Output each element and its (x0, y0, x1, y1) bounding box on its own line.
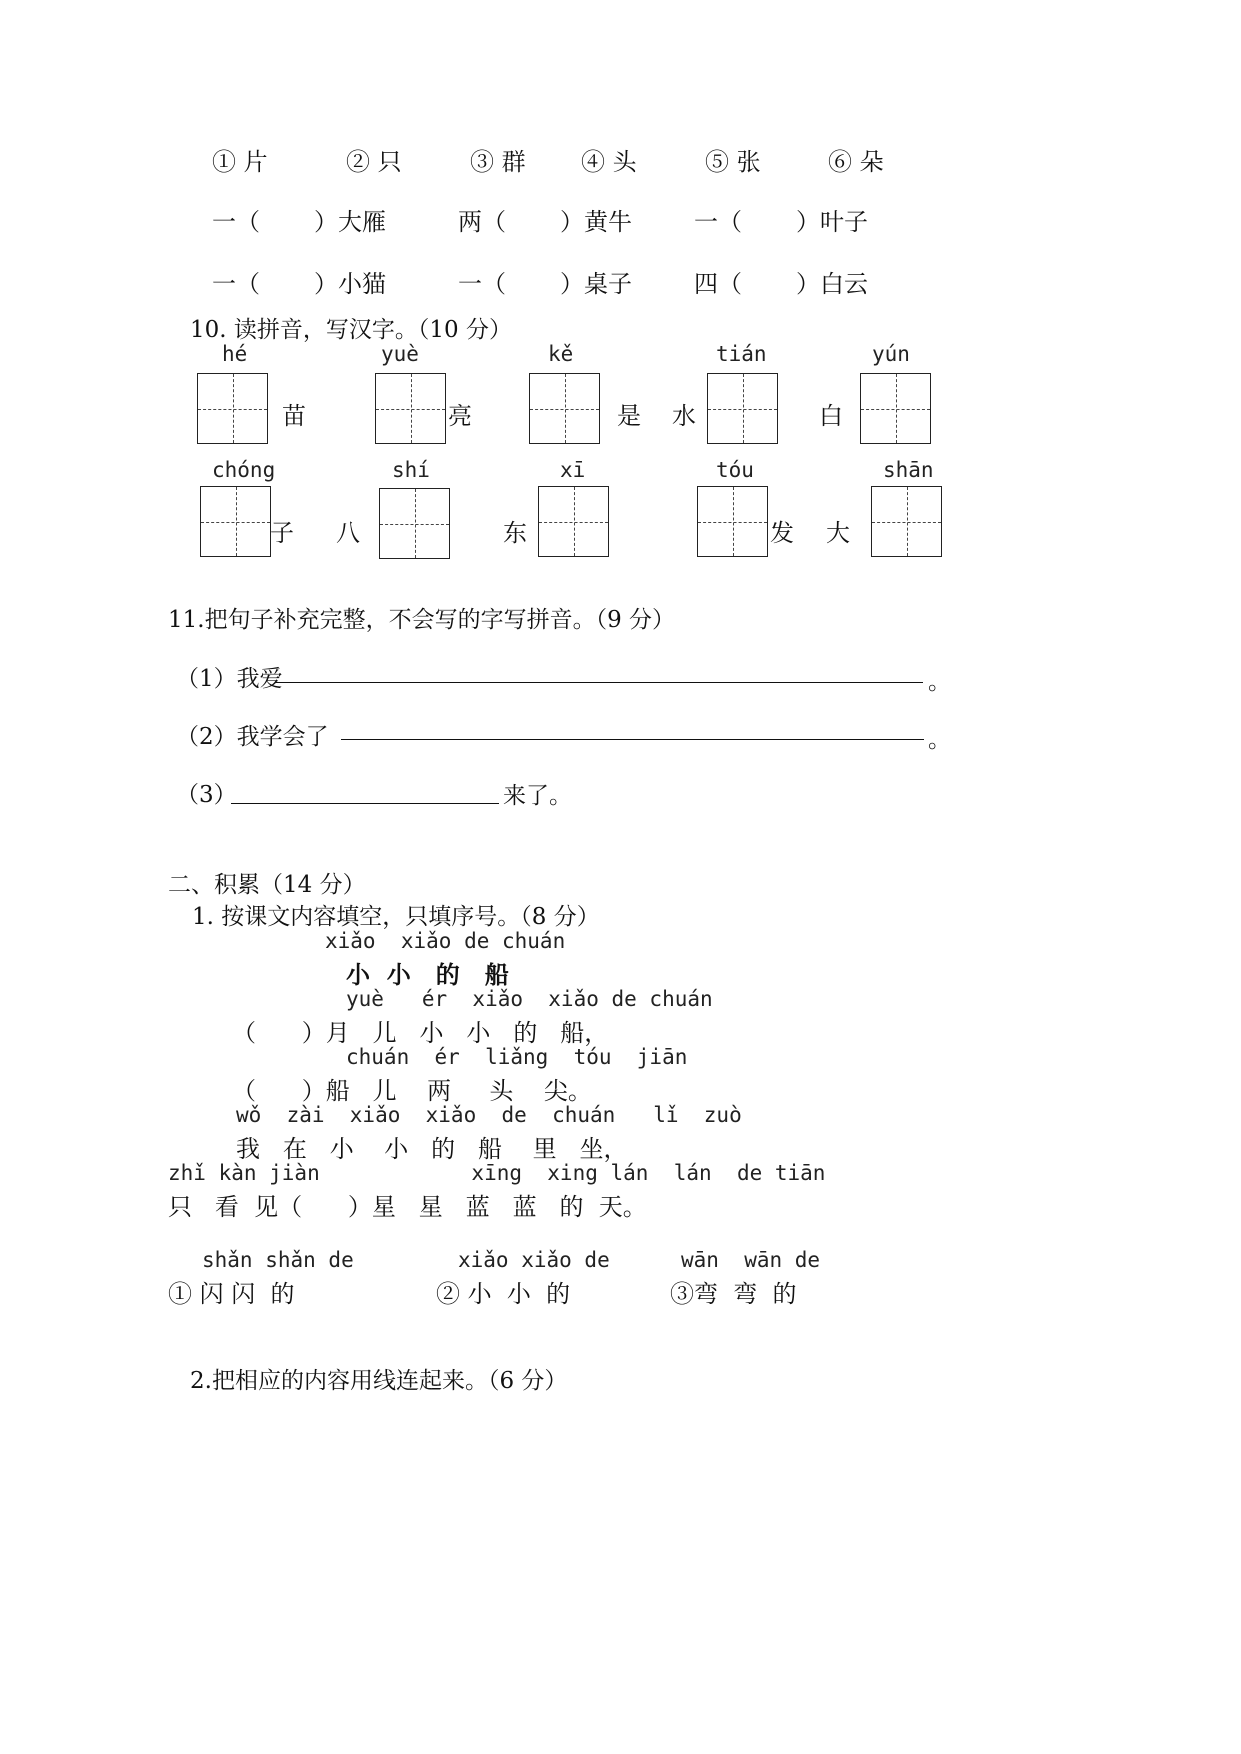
sentence-end: 来了。 (503, 783, 572, 809)
hint-char: 东 (503, 519, 527, 547)
blank-suffix: ）大雁 (314, 208, 386, 236)
hint-char: 白 (819, 402, 843, 430)
poem-line: （ ）月 儿 小 小 的 船， (232, 1019, 609, 1047)
pinyin: kě (548, 342, 574, 366)
answer-pinyin: shǎn shǎn de (202, 1248, 354, 1272)
option-4: ④ 头 (581, 148, 637, 176)
poem-line: 只 看 见（ ）星 星 蓝 蓝 的 天。 (168, 1193, 647, 1221)
blank-suffix: ）白云 (796, 270, 868, 298)
writing-grid-box[interactable] (375, 373, 446, 444)
hint-char: 是 (617, 402, 641, 430)
blank-prefix: 一（ (212, 208, 260, 236)
blank-suffix: ）桌子 (560, 270, 632, 298)
section-title: 二、积累（14 分） (168, 872, 366, 898)
answer-line[interactable] (275, 682, 923, 683)
blank-prefix: 两（ (458, 208, 506, 236)
q10-title: 10. 读拼音，写汉字。（10 分） (190, 317, 512, 343)
pinyin: chóng (212, 458, 276, 482)
pinyin: hé (222, 342, 248, 366)
q2-title: 2.把相应的内容用线连起来。（6 分） (190, 1368, 568, 1394)
answer-option: ① 闪 闪 的 (168, 1280, 295, 1308)
hint-char: 水 (672, 402, 696, 430)
writing-grid-box[interactable] (707, 373, 778, 444)
hint-char: 亮 (448, 402, 472, 430)
sentence-label: （2）我学会了 (176, 724, 329, 750)
q11-title: 11.把句子补充完整，不会写的字写拼音。（9 分） (168, 607, 676, 633)
pinyin: shí (392, 458, 430, 482)
writing-grid-box[interactable] (197, 373, 268, 444)
hint-char: 子 (270, 519, 294, 547)
poem-title-pinyin: xiǎo xiǎo de chuán (325, 929, 566, 953)
poem-line-pinyin: zhǐ kàn jiàn xīng xing lán lán de tiān (168, 1161, 826, 1185)
pinyin: yún (872, 342, 910, 366)
option-1: ① 片 (212, 148, 268, 176)
hint-char: 发 (770, 519, 794, 547)
answer-pinyin: xiǎo xiǎo de (458, 1248, 610, 1272)
sentence-end: 。 (928, 669, 951, 695)
hint-char: 苗 (282, 402, 306, 430)
hint-char: 大 (826, 519, 850, 547)
q1-title: 1. 按课文内容填空，只填序号。（8 分） (192, 904, 600, 930)
sentence-label: （3） (176, 782, 237, 808)
option-2: ② 只 (346, 148, 402, 176)
blank-prefix: 一（ (694, 208, 742, 236)
pinyin: tóu (716, 458, 754, 482)
blank-prefix: 一（ (212, 270, 260, 298)
blank-suffix: ）小猫 (314, 270, 386, 298)
poem-line: （ ）船 儿 两 头 尖。 (232, 1077, 592, 1105)
writing-grid-box[interactable] (538, 486, 609, 557)
answer-option: ③弯 弯 的 (670, 1280, 797, 1308)
blank-prefix: 一（ (458, 270, 506, 298)
poem-title: 小 小 的 船 (346, 960, 509, 989)
writing-grid-box[interactable] (871, 486, 942, 557)
writing-grid-box[interactable] (697, 486, 768, 557)
blank-suffix: ）黄牛 (560, 208, 632, 236)
answer-line[interactable] (341, 739, 924, 740)
poem-line: 我 在 小 小 的 船 里 坐， (236, 1135, 628, 1163)
answer-pinyin: wān wān de (681, 1248, 821, 1272)
poem-line-pinyin: wǒ zài xiǎo xiǎo de chuán lǐ zuò (236, 1103, 742, 1127)
sentence-end: 。 (928, 727, 951, 753)
poem-line-pinyin: chuán ér liǎng tóu jiān (346, 1045, 688, 1069)
poem-line-pinyin: yuè ér xiǎo xiǎo de chuán (346, 987, 713, 1011)
blank-suffix: ）叶子 (796, 208, 868, 236)
option-3: ③ 群 (470, 148, 526, 176)
option-5: ⑤ 张 (705, 148, 761, 176)
writing-grid-box[interactable] (379, 488, 450, 559)
sentence-label: （1）我爱 (176, 666, 283, 692)
blank-prefix: 四（ (694, 270, 742, 298)
pinyin: yuè (381, 342, 419, 366)
writing-grid-box[interactable] (529, 373, 600, 444)
pinyin: shān (883, 458, 934, 482)
answer-option: ② 小 小 的 (436, 1280, 571, 1308)
hint-char: 八 (336, 519, 360, 547)
answer-line[interactable] (231, 803, 499, 804)
pinyin: xī (560, 458, 586, 482)
pinyin: tián (716, 342, 767, 366)
writing-grid-box[interactable] (200, 486, 271, 557)
writing-grid-box[interactable] (860, 373, 931, 444)
option-6: ⑥ 朵 (828, 148, 884, 176)
